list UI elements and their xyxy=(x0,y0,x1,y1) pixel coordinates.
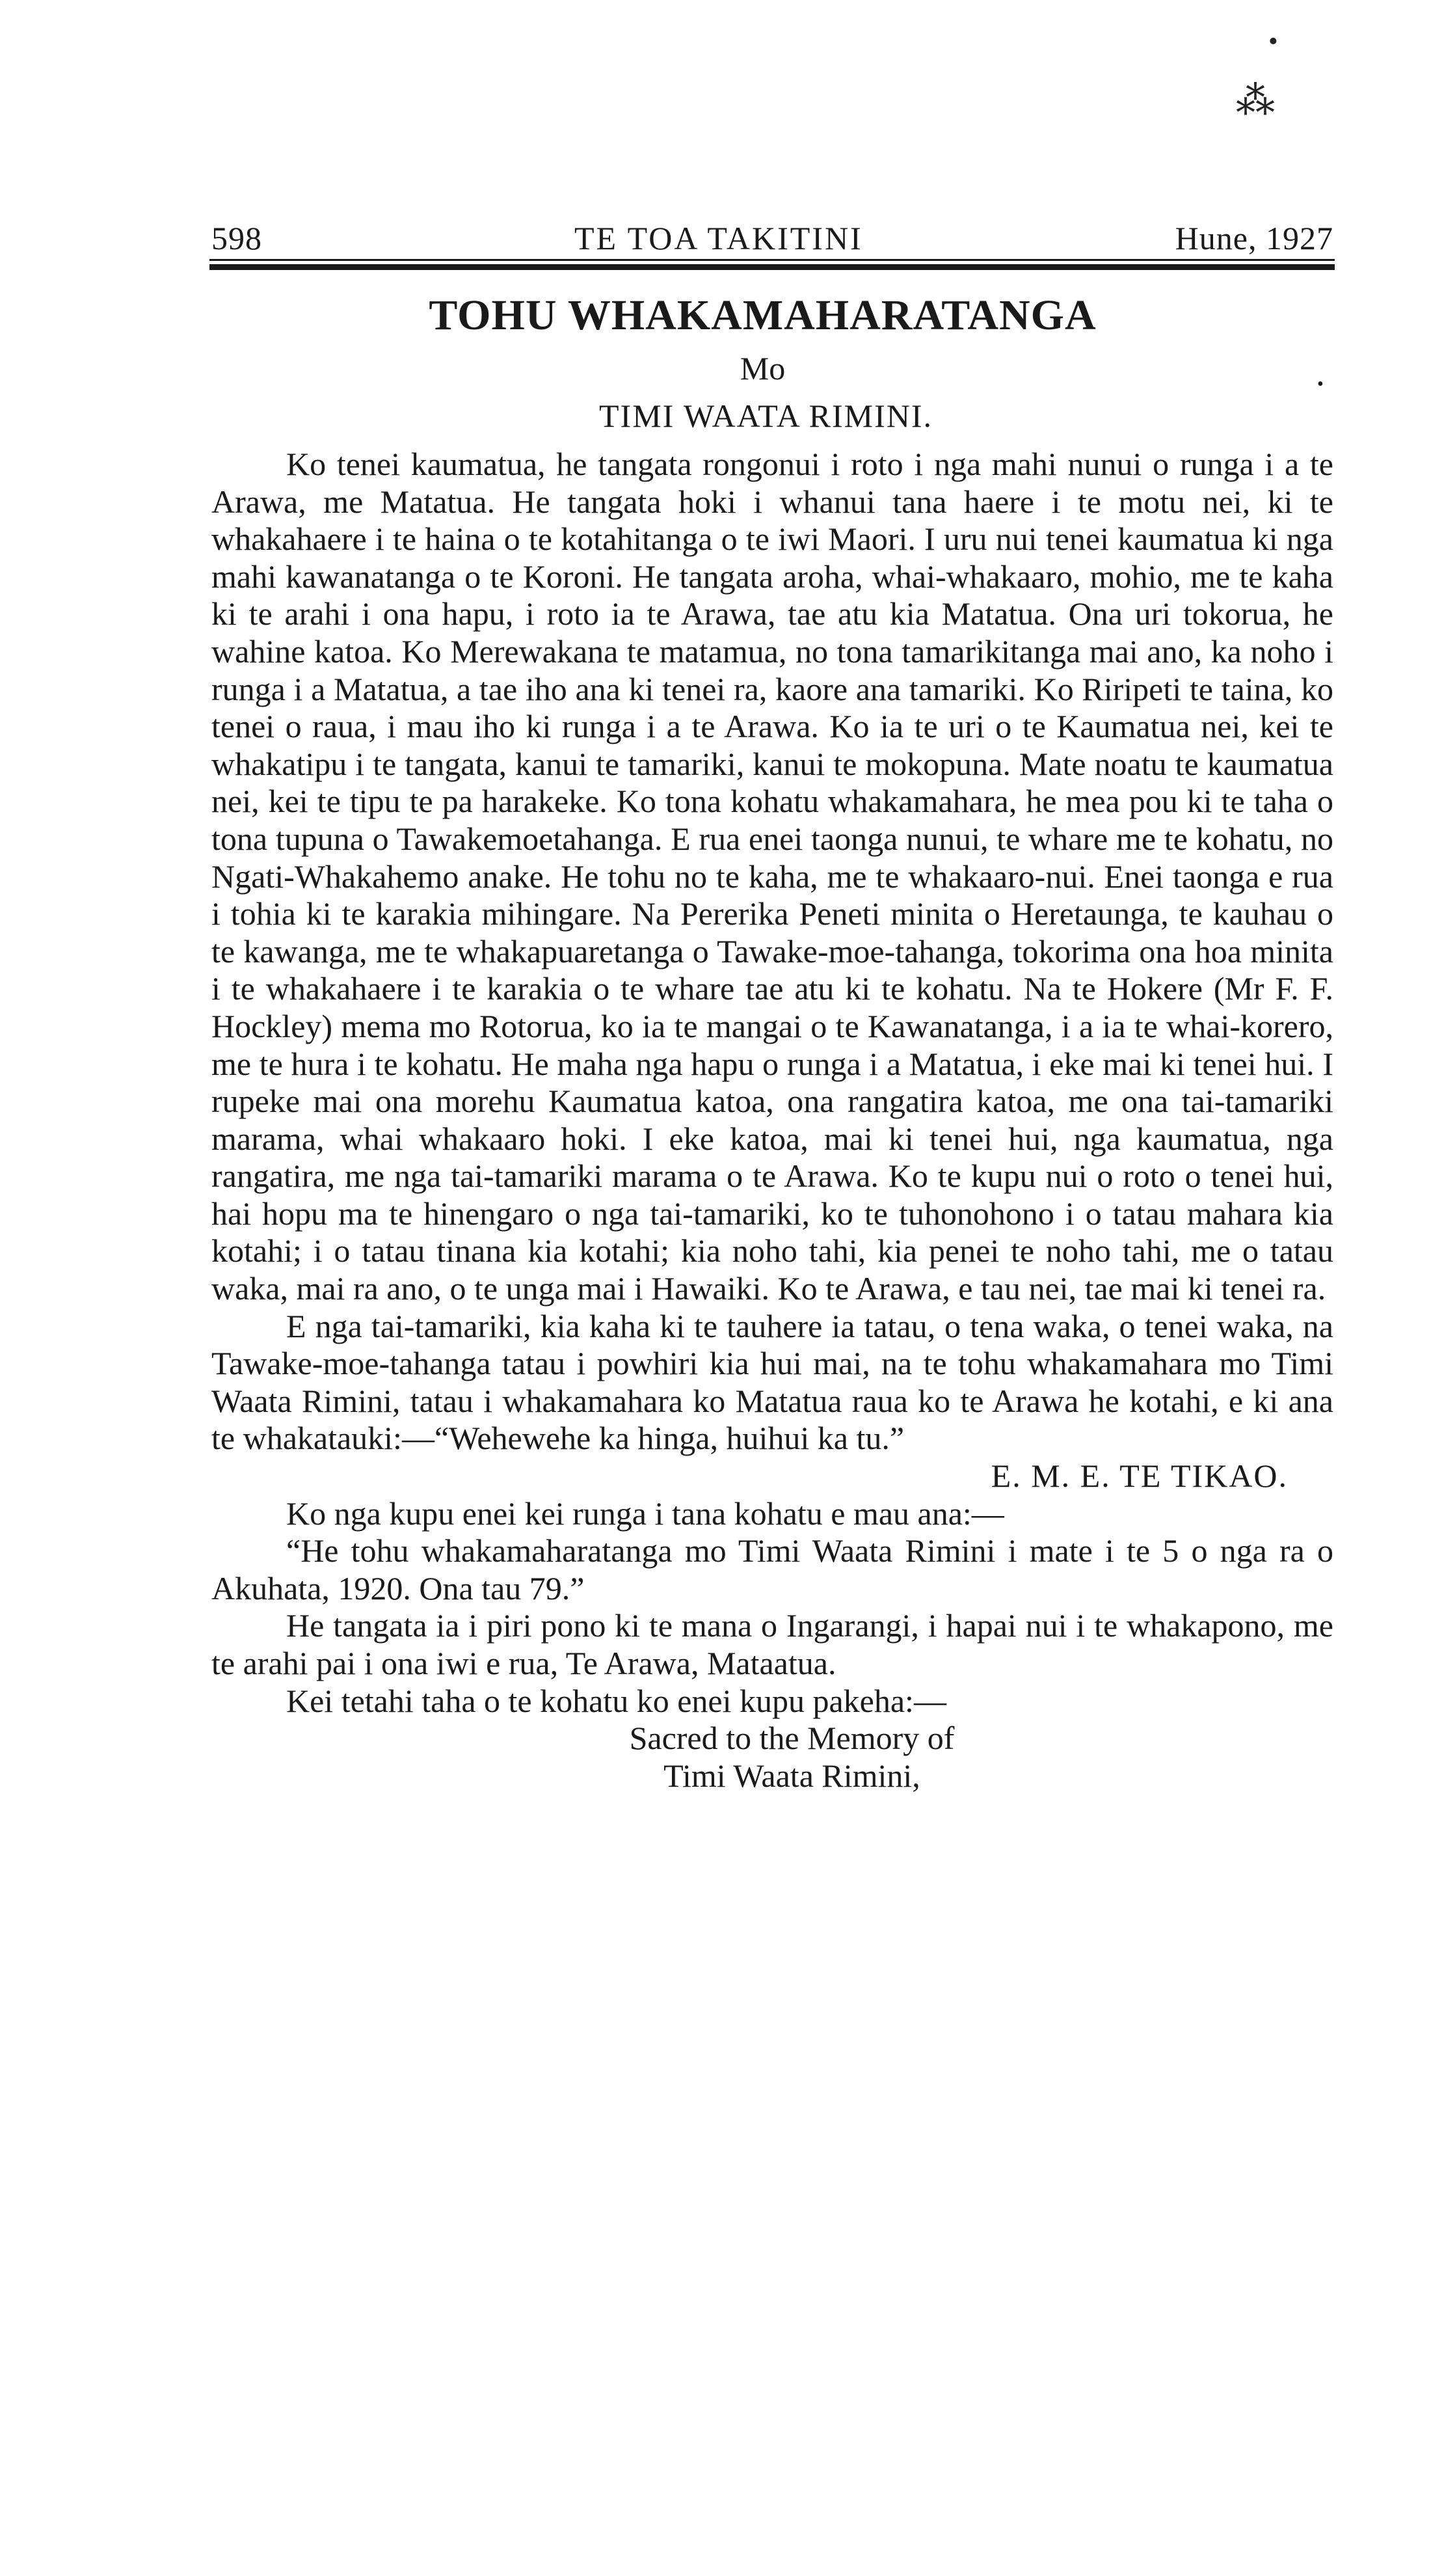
english-line-1: Sacred to the Memory of xyxy=(629,1720,955,1757)
print-dot: • xyxy=(1317,374,1324,394)
english-intro: Kei tetahi taha o te kohatu ko enei kupu pakeha:— xyxy=(286,1682,946,1719)
inscription-quote: “He tohu whakamaharatanga mo Timi Waata Rimini i mate i te 5 o nga ra o Akuhata, 1920. Ona tau 79.” xyxy=(211,1532,1333,1607)
article-subtitle: Mo xyxy=(740,350,786,386)
journal-title: TE TOA TAKITINI xyxy=(574,220,863,256)
print-smudge: ⁂ xyxy=(1236,79,1275,122)
inscription-continued: He tangata ia i piri pono ki te mana o Ingarangi, i hapai nui i te whakapono, me te arahi pai i ona iwi e rua, Te Arawa, Mataatua. xyxy=(211,1607,1333,1681)
paragraph-2: E nga tai-tamariki, kia kaha ki te tauhere ia tatau, o tena waka, o tenei waka, na Tawake-moe-tahanga tatau i powhiri kia hui mai, na te tohu whakamahara mo Timi Waata Rimini, tatau i whakamahara ko Matatua raua ko te Arawa he kotahi, e ki ana te whakatauki:—“Wehewehe ka hinga, huihui ka tu.” xyxy=(211,1307,1333,1457)
english-line-2: Timi Waata Rimini, xyxy=(663,1757,920,1794)
paragraph-1: Ko tenei kaumatua, he tangata rongonui i roto i nga mahi nunui o runga i a te Arawa, me Matatua. He tangata hoki i whanui tana haere i te motu nei, ki te whakahaere i te haina o te kotahitanga o te iwi Maori. I uru nui tenei kaumatua ki nga mahi kawanatanga o te Koroni. He tangata aroha, whai-whakaaro, mohio, me te kaha ki te arahi i ona hapu, i roto ia te Arawa, tae atu kia Matatua. Ona uri tokorua, he wahine katoa. Ko Merewakana te matamua, no tona tamarikitanga mai ano, ka noho i runga i a Matatua, a tae iho ana ki tenei ra, kaore ana tamariki. Ko Riripeti te taina, ko tenei o raua, i mau iho ki runga i a te Arawa. Ko ia te uri o te Kaumatua nei, kei te whakatipu i te tangata, kanui te tamariki, kanui te mokopuna. Mate noatu te kaumatua nei, kei te tipu te pa harakeke. Ko tona kohatu whakamahara, he mea pou ki te taha o tona tupuna o Tawakemoetahanga. E rua enei taonga nunui, te whare me te kohatu, no Ngati-Whakahemo anake. He tohu no te kaha, me te whakaaro-nui. Enei taonga e rua i tohia ki te karakia mihingare. Na Pererika Peneti minita o Heretaunga, te kauhau o te kawanga, me te whakapuaretanga o Tawake-moe-tahanga, tokorima ona hoa minita i te whakahaere i te karakia o te whare tae atu ki te kohatu. Na te Hokere (Mr F. F. Hockley) mema mo Rotorua, ko ia te mangai o te Kawanatanga, i a ia te whai-korero, me te hura i te kohatu. He maha nga hapu o runga i a Matatua, i eke mai ki tenei hui. I rupeke mai ona morehu Kaumatua katoa, ona rangatira katoa, me ona tai-tamariki marama, whai whakaaro hoki. I eke katoa, mai ki tenei hui, nga kaumatua, nga rangatira, me nga tai-tamariki marama o te Arawa. Ko te kupu nui o roto o tenei hui, hai hopu ma te hinengaro o nga tai-tamariki, ko te tuhonohono i o tatau mahara kia kotahi; i o tatau tinana kia kotahi; kia noho tahi, kia penei te noho tahi, me o tatau waka, mai ra ano, o te unga mai i Hawaiki. Ko te Arawa, e tau nei, tae mai ki tenei ra. xyxy=(211,446,1333,1307)
article-body xyxy=(211,286,1333,1795)
print-speck: • xyxy=(1268,27,1278,57)
article-subject: TIMI WAATA RIMINI. xyxy=(599,398,933,434)
header-rule-thin xyxy=(209,259,1335,261)
article-title: TOHU WHAKAMAHARATANGA xyxy=(429,291,1097,339)
inscription-intro: Ko nga kupu enei kei runga i tana kohatu e mau ana:— xyxy=(286,1495,1004,1532)
header-rule-thick xyxy=(209,264,1335,270)
author-signature: E. M. E. TE TIKAO. xyxy=(991,1457,1288,1495)
running-header xyxy=(211,211,1333,257)
issue-date: Hune, 1927 xyxy=(1175,220,1333,256)
page-number: 598 xyxy=(211,220,262,256)
